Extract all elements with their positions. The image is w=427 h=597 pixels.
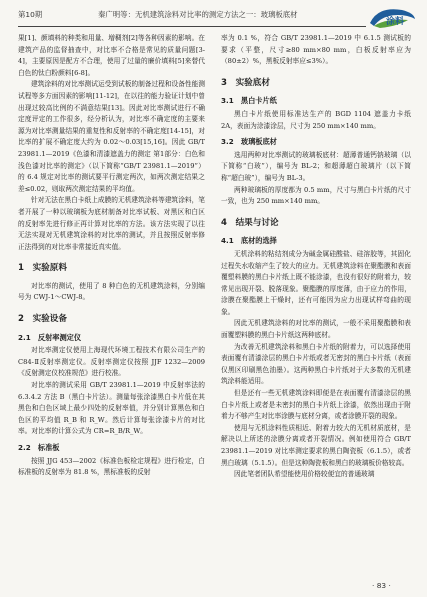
paragraph: 使用与无机涂料性质相近、附着力较大的无机材质底材，是解决以上所述的涂膜分离或者开裂情况。例如使用符合 GB/T 23981.1—2019 对比率测定要求的黑白陶瓷板（6.1.5），或者黑白玻璃（5.1.5）。但是这种陶瓷板和黑白的玻璃板价格较高。 (221, 423, 411, 467)
logo-text: 涂料 (386, 17, 405, 27)
journal-logo (368, 4, 418, 30)
paragraph: 无机涂料的粘结剂成分为碱金属硅酸盐、硅溶胶等，其固化过程失水收缩产生了较大的应力。无机建筑涂料在聚酯膜和表面覆塑料膜的黑白卡片纸上既不能涂漆，也没有很好的附着力，较常见出现开裂、脱落现象。聚酯膜的厚度薄，由于应力的作用，涂膜在聚酯膜上干燥时，还有可能因为应力出现试样弯曲的现象。 (221, 249, 411, 316)
subsection-heading: 2.1 反射率测定仪 (18, 332, 82, 342)
subsection-heading: 3.2 玻璃板底材 (221, 137, 277, 147)
section-heading: 1 实验原料 (18, 263, 67, 274)
paragraph: 对比率测定仪使用上海现代环境工程技术有限公司生产的 C84-Ⅱ反射率测定仪。反射率测定仪按照 JJF 1232—2009《反射测定仪校准规范》进行校准。 (18, 346, 205, 378)
header-rule (18, 26, 366, 27)
paragraph: 因此笔者团队希望能使用价格较便宜的普通玻璃 (234, 470, 375, 479)
left-column (18, 33, 205, 479)
paragraph: 对比率的测试，使用了 8 种白色的无机建筑涂料，分别编号为 CWJ-1～CWJ-8。 (18, 281, 205, 302)
paragraph: 但是还有一些无机建筑涂料即便是在表面覆有清漆涂层的黑白卡片纸上或者是未密封的黑白卡片纸上涂漆，依然出现由于附着力不够产生对比率涂膜与底材分离，或者涂膜开裂的现象。 (221, 389, 411, 421)
paragraph: 果[1]、颜填料的种类和用量、増稠剂[2]等各种因素的影响。在建筑产品的监督抽查中，对比率不合格是常见的质量问题[3-4]，主要原因是配方不合理，使用了过量的廉价填料[5]来替代白色的钛白粉颜料[6-8]。 (18, 34, 205, 77)
section-heading: 2 实验设备 (18, 314, 67, 325)
paragraph: 率为 0.1 %，符合 GB/T 23981.1—2019 中 6.1.5 测试板的要求（平整，尺寸≥80 mm×80 mm，白板反射率应为（80±2）%，黑板反射率应≤3%）。 (221, 34, 411, 66)
page-header (0, 0, 427, 30)
paragraph: 黑白卡片纸使用标准达生产的 BGD 1104 遮盖力卡纸 2A，表面为涂漆涂层，尺寸为 250 mm×140 mm。 (221, 109, 411, 130)
paragraph: 选用两种对比率测试的玻璃板底材：超薄普通钙钠玻璃（以下简称“白玻”），编号为 BL-2；和超薄超白玻璃片（以下简称“超白玻”），编号为 BL-3。 (221, 150, 411, 182)
running-title: 秦广明等：无机建筑涂料对比率的测定方法之一：玻璃板底材 (98, 10, 298, 19)
paragraph: 因此无机建筑涂料的对比率的测试，一般不采用聚酯膜和表面覆塑料膜的黑白卡片纸这两种底材。 (221, 319, 411, 340)
subsection-heading: 3.1 黑白卡片纸 (221, 96, 277, 106)
right-column (221, 33, 411, 481)
paragraph: 为改善无机建筑涂料和黑白卡片纸的附着力，可以选择使用表面覆有清漆涂层的黑白卡片纸或者无密封的黑白卡片纸（表面仅黑区印刷黑色油墨）。这两种黑白卡片纸对于大多数的无机建筑涂料能适用。 (221, 342, 411, 386)
paragraph: 建筑涂料的对比率测试运受到试板的制备过程和设备性能测试程等多方面因素的影响[11-12]，在以往的能力验证计划中曾出现过较高比例的不满意结果[13]。因此对比率测试进行不确定度评定的工作很多，经分析认为，对比率不确定度的主要来源为对比率测量结果的重复性和反射率的不确定度[14-15]，对比率的扩展不确定度大约为 0.02～0.03[15,16]。因此 GB/T 23981.1—2019《色漆和清漆遮盖力的测定 第1部分：白色和浅色漆对比率的测定》（以下简称“GB/T 23981.1—2019”）的 6.4 规定对比率的测试要平行测定两次，如两次测定结果之差≤0.02，则取两次测定结果的平均值。 (18, 80, 205, 193)
page-number: · 83 · (372, 581, 391, 590)
paragraph: 对比率的测试采用 GB/T 23981.1—2019 中反射率法的 6.3.4.2 方法 B（黑白卡片法）。测量每张涂漆黑白卡片低在其黑色和白色区域上最少四处的反射率值，并分别计算黑色和白色区的平均值 R_B 和 R_W。然后计算每张涂漆卡片的对比率。对比率的计算公式为 CR=R_B/R_W。 (18, 381, 205, 436)
issue-number: 第10期 (18, 10, 43, 19)
subsection-heading: 4.1 底材的选择 (221, 236, 277, 246)
paragraph: 两种玻璃板的厚度都为 0.5 mm，尺寸与黑白卡片纸的尺寸一致，也为 250 mm×140 mm。 (221, 185, 411, 206)
paragraph: 按照 JJG 453—2002《标准色板检定规程》进行检定，白标准板的反射率为 81.8 %，黑标准板的反射 (18, 456, 205, 477)
subsection-heading: 2.2 标准板 (18, 443, 60, 452)
section-heading: 4 结果与讨论 (221, 217, 279, 228)
paragraph: 针对无法在黑白卡纸上成膜的无机建筑涂料等建筑涂料，笔者开展了一种以玻璃板为底材制备对比率试板、对黑区和白区的反射率先进行修正再计算对比率的方法。该方法实现了以往无法实现对无机建筑涂料的对比率的测试，并且按照反射率修正法得到的对比率非常接近真实值。 (18, 196, 205, 251)
section-heading: 3 实验底材 (221, 77, 270, 88)
